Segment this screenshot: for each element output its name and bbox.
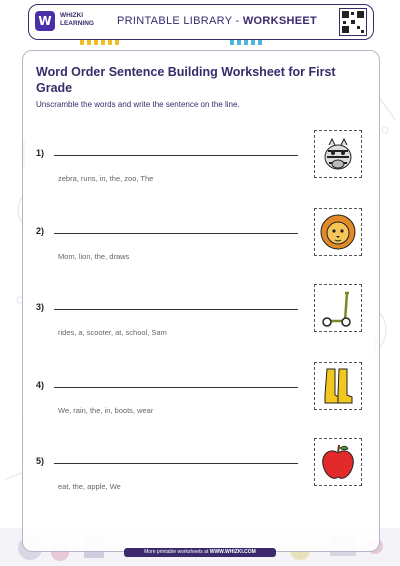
question-number: 3) xyxy=(36,302,45,312)
question-number: 4) xyxy=(36,380,45,390)
picture-box xyxy=(314,208,362,256)
library-type: WORKSHEET xyxy=(242,15,318,27)
answer-line[interactable] xyxy=(54,309,298,310)
question-5 xyxy=(36,454,366,514)
library-title xyxy=(117,15,317,27)
question-number: 5) xyxy=(36,456,45,466)
question-3 xyxy=(36,300,366,360)
question-4 xyxy=(36,378,366,438)
rain-boots-icon xyxy=(315,363,361,409)
answer-line[interactable] xyxy=(54,155,298,156)
scrambled-words: We, rain, the, in, boots, wear xyxy=(58,406,154,415)
worksheet-instructions: Unscramble the words and write the sentence on the line. xyxy=(36,100,240,109)
question-number: 1) xyxy=(36,148,45,158)
picture-box xyxy=(314,284,362,332)
qr-code-icon xyxy=(339,8,367,36)
answer-line[interactable] xyxy=(54,233,298,234)
answer-line[interactable] xyxy=(54,387,298,388)
scrambled-words: zebra, runs, in, the, zoo, The xyxy=(58,174,154,183)
brand-line-1: WHIZKI xyxy=(60,12,84,19)
footer-banner xyxy=(124,548,276,557)
scooter-icon xyxy=(315,285,361,331)
brand-line-2: LEARNING xyxy=(60,20,94,27)
question-number: 2) xyxy=(36,226,45,236)
picture-box xyxy=(314,438,362,486)
worksheet-title: Word Order Sentence Building Worksheet for First Grade xyxy=(36,65,336,95)
footer-site-link[interactable]: WWW.WHIZKI.COM xyxy=(209,549,256,555)
header-stripes xyxy=(80,40,330,46)
apple-icon xyxy=(315,439,361,485)
picture-box xyxy=(314,130,362,178)
whizki-logo: W xyxy=(35,11,55,31)
scrambled-words: rides, a, scooter, at, school, Sam xyxy=(58,328,167,337)
scrambled-words: eat, the, apple, We xyxy=(58,482,121,491)
header-bar xyxy=(28,4,374,40)
picture-box xyxy=(314,362,362,410)
footer-text: More printable worksheets at xyxy=(144,549,210,555)
question-1 xyxy=(36,146,366,206)
scrambled-words: Mom, lion, the, draws xyxy=(58,252,130,261)
brand-name xyxy=(60,12,94,28)
question-2 xyxy=(36,224,366,284)
answer-line[interactable] xyxy=(54,463,298,464)
zebra-icon xyxy=(315,131,361,177)
lion-icon xyxy=(315,209,361,255)
library-label: PRINTABLE LIBRARY - xyxy=(117,15,243,27)
